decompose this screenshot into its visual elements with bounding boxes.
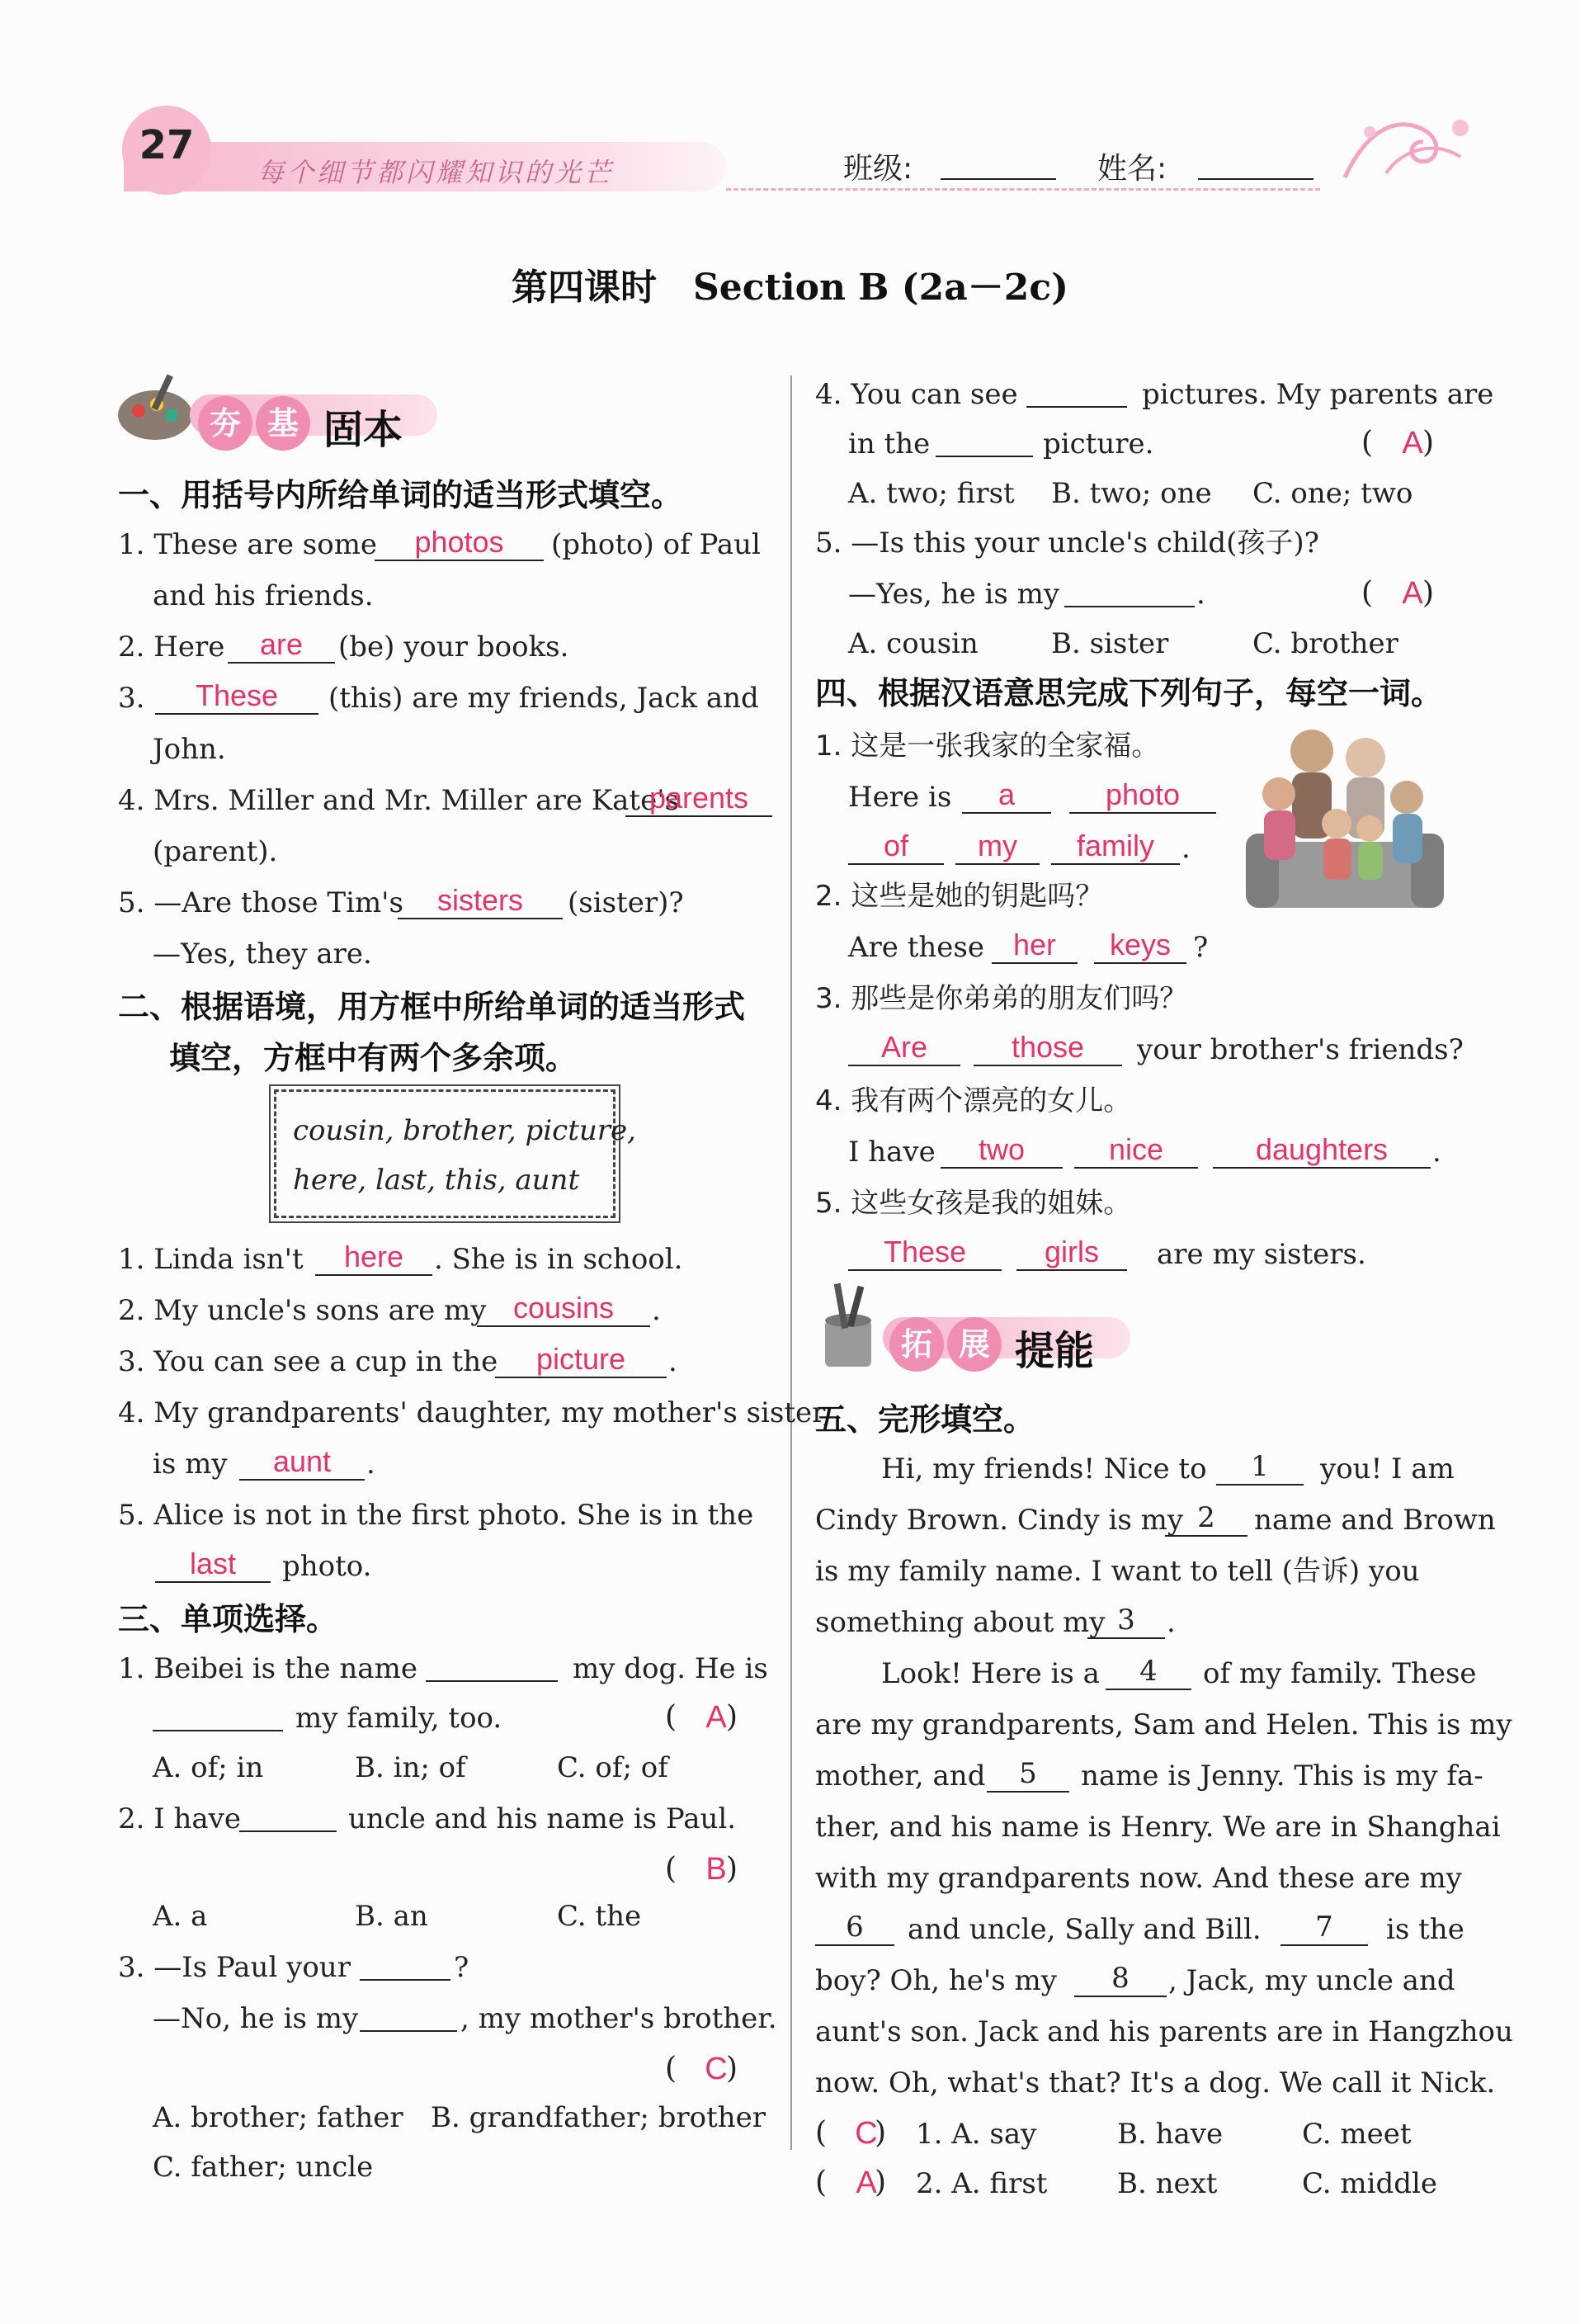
q5-line11b: , Jack, my uncle and	[1168, 1964, 1455, 1997]
badge-basic-1: 夯	[198, 396, 252, 451]
q5-blank2[interactable]: 2	[1165, 1500, 1247, 1537]
q4-item2-answer2[interactable]: keys	[1094, 928, 1186, 964]
q3-item4-blank1[interactable]	[1026, 406, 1127, 408]
q3-item2-optB: B. an	[355, 1900, 428, 1933]
q1-item4-cont: (parent).	[153, 835, 278, 868]
q3-item5-reply: —Yes, he is my	[848, 578, 1060, 611]
q5-line9: with my grandparents now. And these are my	[815, 1862, 1462, 1895]
q3-item3-optB: B. grandfather; brother	[431, 2101, 766, 2134]
q3-item3-text: 3. —Is Paul your	[118, 1951, 351, 1984]
q1-heading: 一、用括号内所给单词的适当形式填空。	[118, 477, 683, 513]
q1-item2-answer[interactable]: are	[228, 627, 335, 664]
q5-line5b: of my family. These	[1203, 1657, 1477, 1690]
q4-item1-answer5[interactable]: family	[1051, 829, 1180, 865]
q4-item5-text: are my sisters.	[1157, 1238, 1366, 1271]
q5-blank3[interactable]: 3	[1087, 1603, 1165, 1639]
q5-blank6[interactable]: 6	[815, 1910, 894, 1946]
q3-item1-blank1[interactable]	[426, 1680, 558, 1682]
q3-item2-optC: C. the	[557, 1900, 642, 1933]
q3-item1-cont: my dog. He is	[573, 1652, 768, 1685]
q4-item3-text: your brother's friends?	[1137, 1033, 1464, 1066]
q5-heading: 五、完形填空。	[815, 1401, 1035, 1438]
q1-item3-answer[interactable]: These	[155, 678, 318, 715]
q3-item3-blank1[interactable]	[360, 1979, 450, 1981]
q3-item5-optA: A. cousin	[848, 627, 979, 660]
q2-item2-text: 2. My uncle's sons are my	[118, 1294, 487, 1327]
q2-item4-text: 4. My grandparents' daughter, my mother's sister,	[118, 1396, 832, 1429]
q4-item4-chinese: 4. 我有两个漂亮的女儿。	[815, 1084, 1132, 1117]
badge-ext-2: 展	[947, 1317, 1002, 1372]
q3-item1-optA: A. of; in	[153, 1751, 264, 1784]
column-divider	[790, 376, 792, 2150]
q4-item1-end: .	[1181, 832, 1191, 865]
q5-line1b: you! I am	[1320, 1452, 1455, 1486]
q3-item5-optB: B. sister	[1051, 627, 1169, 660]
q4-item3-answer2[interactable]: those	[974, 1030, 1122, 1066]
q5-line2: Cindy Brown. Cindy is my	[815, 1504, 1184, 1537]
word-box	[274, 1089, 615, 1218]
q3-item4-cont: pictures. My parents are	[1142, 378, 1494, 411]
q5-q1-optB: B. have	[1117, 2118, 1224, 2151]
q1-item1-answer[interactable]: photos	[375, 525, 544, 561]
section-label-basic: 固本	[323, 407, 403, 453]
q2-item4-cont: is my	[153, 1448, 228, 1481]
q5-line11: boy? Oh, he's my	[815, 1964, 1057, 1997]
q2-item1-answer[interactable]: here	[315, 1240, 432, 1276]
q5-q2-optB: B. next	[1117, 2167, 1218, 2200]
q4-item3-answer1[interactable]: Are	[848, 1030, 960, 1066]
q3-item4-blank2[interactable]	[936, 456, 1033, 457]
q4-item4-answer1[interactable]: two	[941, 1132, 1063, 1169]
q5-line13: now. Oh, what's that? It's a dog. We call it Nick.	[815, 2067, 1496, 2100]
q3-item5-blank[interactable]	[1064, 606, 1195, 607]
q2-item1-cont: . She is in school.	[434, 1243, 683, 1276]
q3-item4-optC: C. one; two	[1252, 477, 1413, 510]
q1-item5-text: 5. —Are those Tim's	[118, 886, 403, 919]
q5-line2b: name and Brown	[1254, 1504, 1496, 1537]
q5-blank8[interactable]: 8	[1074, 1961, 1167, 1997]
q3-item4-optA: A. two; first	[848, 477, 1015, 510]
q3-item2-optA: A. a	[153, 1900, 208, 1933]
q3-item1-text: 1. Beibei is the name	[118, 1652, 417, 1685]
q4-item2-answer1[interactable]: her	[992, 928, 1078, 964]
name-label: 姓名:	[1097, 152, 1167, 186]
q5-q1-optC: C. meet	[1302, 2118, 1412, 2151]
q1-item5-hint: (sister)?	[568, 886, 684, 919]
name-field[interactable]	[1198, 178, 1314, 180]
q3-item4-answer[interactable]: A	[1402, 426, 1423, 461]
q1-item3-cont: (this) are my friends, Jack and	[328, 682, 759, 715]
q3-item5-text: 5. —Is this your uncle's child(孩子)?	[815, 527, 1319, 560]
q3-item1-optB: B. in; of	[355, 1751, 466, 1784]
palette-icon	[114, 370, 196, 444]
q5-line10b: is the	[1386, 1913, 1464, 1946]
q3-item3-answer[interactable]: C	[705, 2052, 728, 2086]
q2-item3-answer[interactable]: picture	[495, 1342, 667, 1378]
q4-item1-answer4[interactable]: my	[955, 829, 1040, 865]
class-field[interactable]	[941, 178, 1056, 180]
q4-item1-answer2[interactable]: photo	[1069, 777, 1216, 814]
header-dashline	[726, 188, 1320, 191]
q3-item3-optA: A. brother; father	[153, 2101, 403, 2134]
q4-item1-answer3[interactable]: of	[848, 829, 944, 865]
q3-item1-cont2: my family, too.	[295, 1702, 502, 1735]
q5-line5: Look! Here is a	[881, 1657, 1100, 1690]
q2-item2-answer[interactable]: cousins	[477, 1291, 650, 1327]
q5-line12: aunt's son. Jack and his parents are in Hangzhou	[815, 2015, 1513, 2048]
q4-item4-end: .	[1432, 1136, 1441, 1169]
q1-item2-cont: (be) your books.	[338, 631, 569, 664]
section-label-ext: 提能	[1015, 1328, 1095, 1374]
q5-line1: Hi, my friends! Nice to	[881, 1452, 1207, 1486]
q3-item1-paren: ( )	[665, 1700, 738, 1734]
q4-item3-chinese: 3. 那些是你弟弟的朋友们吗？	[815, 982, 1188, 1015]
q2-heading-line1: 二、根据语境，用方框中所给单词的适当形式	[118, 989, 746, 1025]
q1-item3-text: 3.	[118, 682, 145, 715]
q5-line7: mother, and	[815, 1760, 986, 1793]
q2-item3-cont: .	[668, 1345, 677, 1378]
q3-item5-paren: ( )	[1361, 576, 1435, 610]
q2-item3-text: 3. You can see a cup in the	[118, 1345, 498, 1378]
q1-item1-text: 1. These are some	[118, 528, 378, 561]
q3-item3-optC: C. father; uncle	[153, 2151, 374, 2184]
q5-q1-optA: 1. A. say	[916, 2118, 1037, 2151]
q4-item4-text: I have	[848, 1136, 936, 1169]
flourish-icon	[1337, 99, 1477, 190]
q4-item5-answer2[interactable]: girls	[1016, 1235, 1127, 1271]
q3-item4-optB: B. two; one	[1051, 477, 1212, 510]
family-photo-illustration	[1238, 718, 1452, 916]
q5-q1-paren: ( )	[815, 2116, 887, 2150]
q1-item2-text: 2. Here	[118, 631, 225, 664]
q4-item1-answer1[interactable]: a	[962, 777, 1051, 814]
q4-item2-text: Are these	[848, 931, 984, 964]
q5-q2-optA: 2. A. first	[916, 2167, 1048, 2200]
q3-item2-answer[interactable]: B	[705, 1852, 727, 1887]
q1-item1-cont: and his friends.	[153, 579, 374, 612]
q5-blank7[interactable]: 7	[1281, 1910, 1368, 1946]
q3-item1-optC: C. of; of	[557, 1751, 668, 1784]
q3-item2-text: 2. I have	[118, 1802, 241, 1835]
q4-item2-end: ?	[1193, 931, 1209, 964]
q5-line4b: .	[1167, 1606, 1176, 1639]
q2-item5-text: 5. Alice is not in the first photo. She is in the	[118, 1499, 754, 1532]
q2-item4-answer[interactable]: aunt	[239, 1444, 365, 1481]
q3-item3-cont: ?	[454, 1951, 469, 1984]
q3-item3-blank2[interactable]	[360, 2030, 457, 2032]
q3-item3-cont2: , my mother's brother.	[460, 2002, 777, 2035]
q4-item1-text: Here is	[848, 781, 952, 814]
q2-heading-line2: 填空，方框中有两个多余项。	[169, 1040, 578, 1076]
paint-bucket-icon	[813, 1279, 887, 1370]
q3-heading: 三、单项选择。	[118, 1601, 338, 1637]
q3-item2-cont: uncle and his name is Paul.	[348, 1802, 737, 1835]
lesson-title: 第四课时 Section B (2a－2c)	[512, 267, 1068, 309]
q5-blank5[interactable]: 5	[987, 1756, 1069, 1793]
q3-item1-answer[interactable]: A	[705, 1700, 727, 1735]
q5-blank4[interactable]: 4	[1106, 1654, 1191, 1690]
q3-item5-end: .	[1196, 578, 1205, 611]
q5-line8: ther, and his name is Henry. We are in Shanghai	[815, 1811, 1501, 1844]
badge-ext-1: 拓	[889, 1317, 944, 1372]
q2-item5-cont: photo.	[282, 1550, 372, 1583]
q1-item4-text: 4. Mrs. Miller and Mr. Miller are Kate's	[118, 784, 679, 817]
q1-item1-hint: (photo) of Paul	[551, 528, 761, 561]
q3-item4-cont3: picture.	[1043, 427, 1154, 461]
q5-q2-optC: C. middle	[1302, 2167, 1438, 2200]
q5-line3: is my family name. I want to tell (告诉) you	[815, 1555, 1420, 1588]
q3-item2-blank[interactable]	[239, 1830, 337, 1832]
q2-item4-end: .	[366, 1448, 375, 1481]
q4-heading: 四、根据汉语意思完成下列句子，每空一词。	[815, 675, 1443, 711]
q5-line7b: name is Jenny. This is my fa-	[1081, 1760, 1483, 1793]
q5-q2-answer[interactable]: A	[856, 2166, 877, 2200]
q3-item4-paren: ( )	[1361, 426, 1435, 460]
q1-item5-reply: —Yes, they are.	[153, 938, 372, 971]
word-box-line1: cousin, brother, picture,	[293, 1114, 636, 1147]
q3-item5-answer[interactable]: A	[1402, 576, 1423, 611]
q5-q2-paren: ( )	[815, 2166, 887, 2199]
q4-item4-answer2[interactable]: nice	[1074, 1132, 1198, 1169]
q3-item2-paren: ( )	[665, 1852, 738, 1886]
q3-item3-paren: ( )	[665, 2052, 738, 2085]
q5-line4: something about my	[815, 1606, 1106, 1639]
q2-item1-text: 1. Linda isn't	[118, 1243, 304, 1276]
q3-item5-optC: C. brother	[1252, 627, 1398, 660]
q5-line6: are my grandparents, Sam and Helen. This is my	[815, 1708, 1512, 1741]
q3-item4-cont2: in the	[848, 427, 931, 461]
q1-item4-answer[interactable]: parents	[625, 781, 772, 817]
q2-item5-answer[interactable]: last	[155, 1547, 271, 1583]
class-label: 班级:	[843, 152, 913, 186]
badge-basic-2: 基	[256, 396, 310, 451]
q4-item5-chinese: 5. 这些女孩是我的姐妹。	[815, 1187, 1132, 1220]
q5-blank1[interactable]: 1	[1216, 1449, 1304, 1486]
q4-item5-answer1[interactable]: These	[848, 1235, 1002, 1271]
q3-item1-blank2[interactable]	[153, 1730, 283, 1731]
q3-item3-reply: —No, he is my	[153, 2002, 359, 2035]
q3-item4-text: 4. You can see	[815, 378, 1018, 411]
word-box-line2: here, last, this, aunt	[293, 1164, 580, 1197]
q4-item1-chinese: 1. 这是一张我家的全家福。	[815, 730, 1160, 763]
q5-line10: and uncle, Sally and Bill.	[908, 1913, 1262, 1946]
q4-item4-answer3[interactable]: daughters	[1213, 1132, 1431, 1169]
q4-item2-chinese: 2. 这些是她的钥匙吗？	[815, 880, 1104, 913]
q1-item5-answer[interactable]: sisters	[398, 883, 563, 919]
q5-q1-answer[interactable]: C	[855, 2116, 878, 2151]
page-number: 27	[139, 122, 195, 168]
q1-item3-cont2: John.	[153, 733, 226, 766]
q2-item2-cont: .	[652, 1294, 661, 1327]
header-slogan: 每个细节都闪耀知识的光芒	[257, 157, 615, 188]
